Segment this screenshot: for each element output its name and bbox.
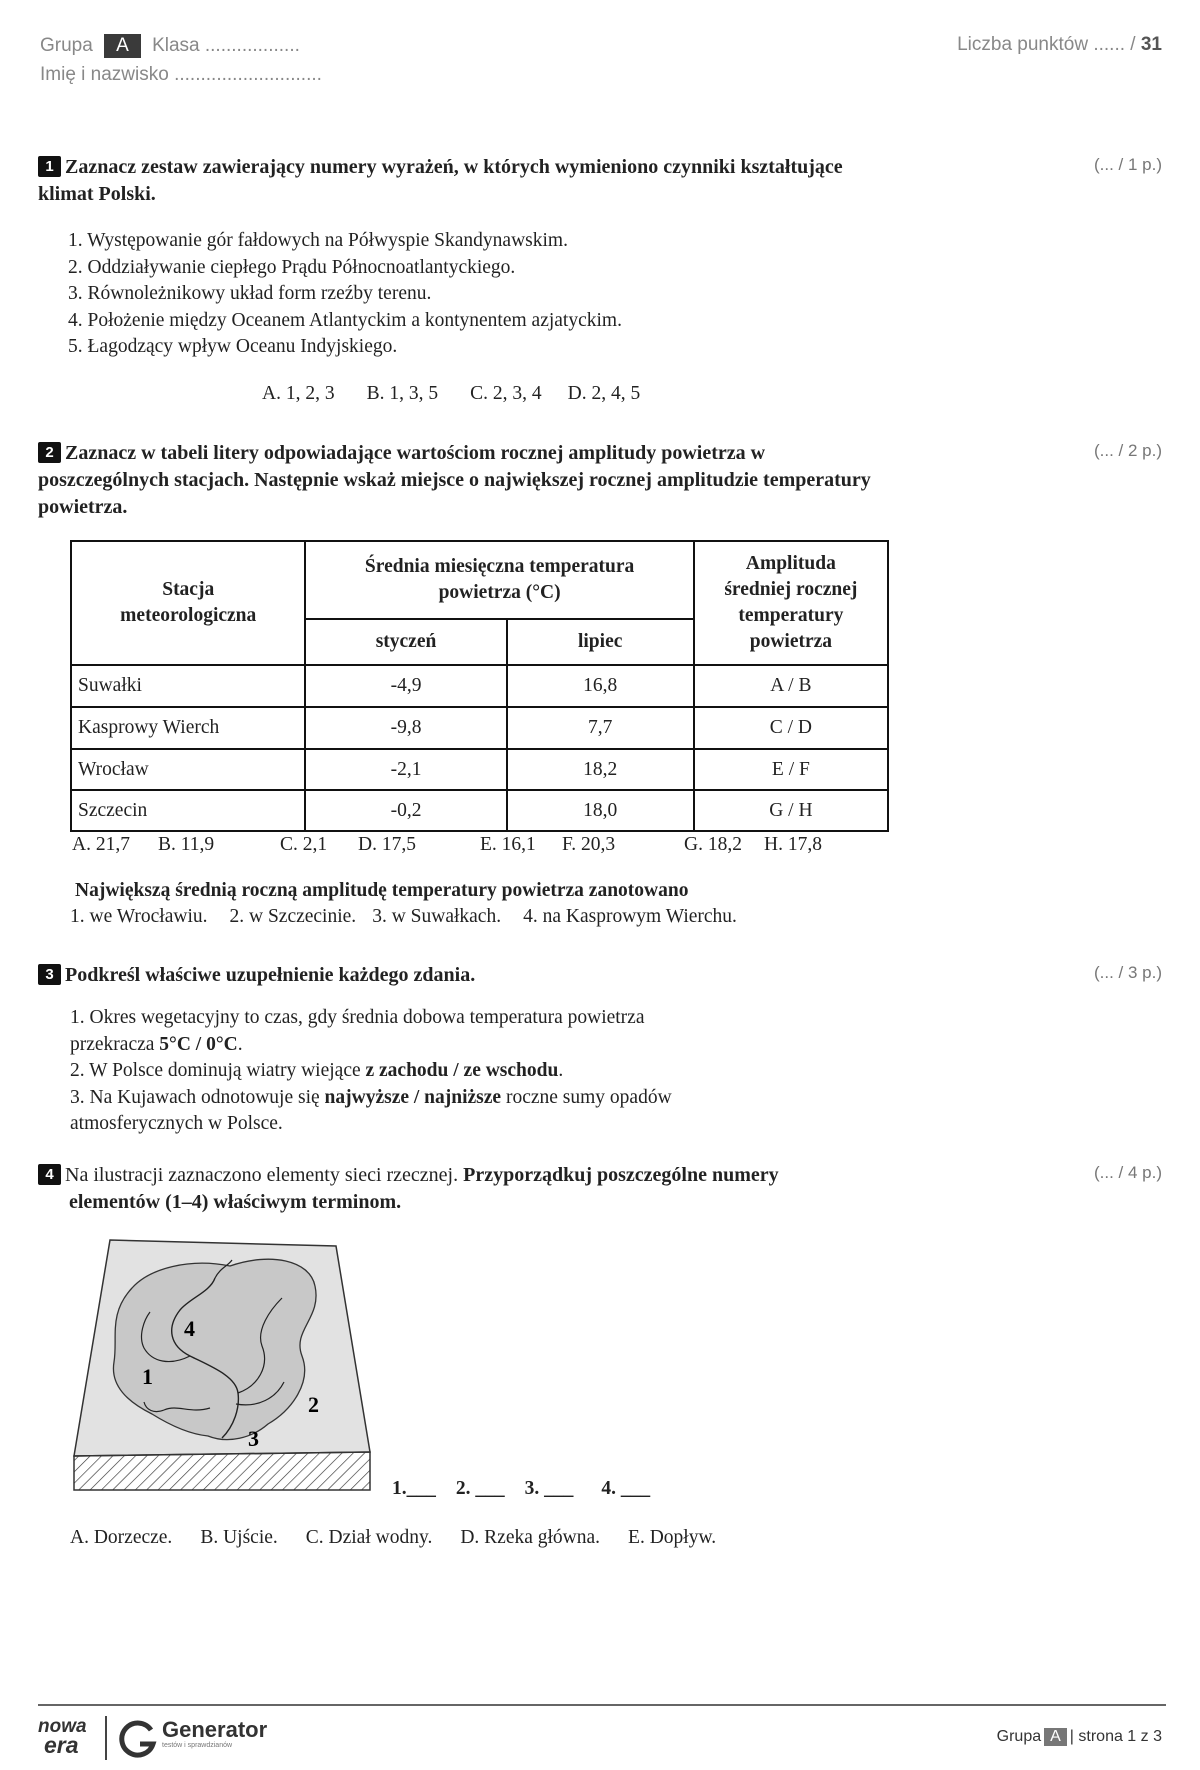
label-2: 2 [308, 1392, 319, 1417]
letter-option: A. 21,7 [72, 834, 130, 855]
question-text-bold-2: elementów (1–4) właściwym terminom. [69, 1191, 402, 1213]
list-item: 3. Równoleżnikowy układ form rzeźby terenu. [68, 283, 432, 304]
choice-2[interactable]: z zachodu / ze wschodu [365, 1060, 559, 1081]
jul-cell: 16,8 [507, 665, 694, 707]
letter-option: C. 2,1 [280, 834, 328, 855]
points-max: 31 [1140, 34, 1162, 55]
terrain-block-side [74, 1452, 370, 1490]
sub-option[interactable]: 2. w Szczecinie. [229, 906, 357, 927]
letter-option: F. 20,3 [562, 834, 616, 855]
group-label: Grupa [40, 35, 93, 56]
jul-cell: 18,2 [507, 749, 694, 790]
list-item: 1. Występowanie gór fałdowych na Półwyspie Skandynawskim. [68, 230, 568, 251]
answer-slot[interactable]: 3. ___ [524, 1478, 574, 1499]
nowa-era-logo: nowa era [38, 1716, 87, 1758]
station-cell: Kasprowy Wierch [71, 707, 305, 749]
list-item: 2. Oddziaływanie ciepłego Prądu Północnoatlantyckiego. [68, 256, 516, 278]
points-total [957, 34, 1162, 56]
question-number: 1 [38, 156, 61, 177]
answer-slot[interactable]: 2. ___ [455, 1478, 505, 1499]
sentence-2: 2. W Polsce dominują wiatry wiejące z zachodu / ze wschodu. [70, 1060, 564, 1081]
logo-separator [105, 1716, 107, 1760]
group-badge: A [104, 34, 141, 58]
term-option: E. Dopływ. [628, 1527, 717, 1548]
header-january: styczeń [305, 619, 506, 665]
sub-option[interactable]: 3. w Suwałkach. [372, 906, 502, 927]
station-cell: Szczecin [71, 790, 305, 831]
jan-cell: -4,9 [305, 665, 506, 707]
question-1 [38, 154, 898, 208]
sub-option[interactable]: 4. na Kasprowym Wierchu. [523, 906, 737, 927]
choice-1[interactable]: 5°C / 0°C [159, 1033, 238, 1055]
question-text-plain: Na ilustracji zaznaczono elementy sieci rzecznej. [65, 1164, 464, 1186]
question-2 [38, 440, 898, 521]
label-4: 4 [184, 1316, 195, 1341]
list-item: 5. Łagodzący wpływ Oceanu Indyjskiego. [68, 336, 398, 357]
option-d[interactable]: D. 2, 4, 5 [567, 383, 641, 404]
question-text: Zaznacz w tabeli litery odpowiadające wartościom rocznej amplitudy powietrza w poszczególnych stacjach. Następnie wskaż miejsce o największej rocznej amplitudzie temperatury powietrza. [38, 442, 871, 518]
footer-divider [38, 1704, 1166, 1706]
q3-sentences [70, 1005, 870, 1138]
station-cell: Wrocław [71, 749, 305, 790]
answer-slot[interactable]: 4. ___ [601, 1478, 651, 1499]
question-text-bold: Przyporządkuj poszczególne numery [463, 1164, 779, 1186]
points-q3: (... / 3 p.) [1093, 963, 1162, 982]
letter-option: H. 17,8 [764, 834, 822, 855]
table-row [71, 707, 888, 749]
question-text: Zaznacz zestaw zawierający numery wyrażeń, w których wymieniono czynniki kształtujące klimat Polski. [38, 156, 843, 205]
letter-option: E. 16,1 [480, 834, 536, 855]
choice-3[interactable]: najwyższe / najniższe [324, 1086, 502, 1108]
footer-group-badge: A [1044, 1728, 1067, 1746]
label-1: 1 [142, 1364, 153, 1389]
river-network-diagram [70, 1238, 375, 1500]
footer-group-label: Grupa [996, 1728, 1042, 1745]
q1-items [68, 228, 622, 361]
answer-slot[interactable]: 1.___ [392, 1478, 436, 1499]
class-label: Klasa .................. [152, 35, 300, 56]
table-row [71, 790, 888, 831]
generator-g-icon [118, 1720, 158, 1760]
name-label: Imię i nazwisko ............................ [40, 64, 322, 85]
amp-cell[interactable]: C / D [694, 707, 888, 749]
points-label: Liczba punktów ...... / [957, 34, 1136, 55]
term-option: D. Rzeka główna. [460, 1527, 601, 1548]
question-number: 2 [38, 442, 61, 463]
jan-cell: -9,8 [305, 707, 506, 749]
header-station: Stacja meteorologiczna [71, 541, 305, 665]
page-indicator: strona 1 z 3 [1078, 1728, 1162, 1745]
letter-option: G. 18,2 [684, 834, 742, 855]
amp-cell[interactable]: G / H [694, 790, 888, 831]
amp-cell[interactable]: A / B [694, 665, 888, 707]
option-a[interactable]: A. 1, 2, 3 [262, 383, 335, 404]
header-july: lipiec [507, 619, 694, 665]
table-row [71, 749, 888, 790]
points-q4: (... / 4 p.) [1093, 1163, 1162, 1182]
question-number: 4 [38, 1164, 61, 1185]
q4-answers [392, 1478, 650, 1500]
question-number: 3 [38, 964, 61, 985]
option-c[interactable]: C. 2, 3, 4 [470, 383, 542, 404]
header-group-line [40, 34, 300, 58]
temperature-table [70, 540, 889, 832]
station-cell: Suwałki [71, 665, 305, 707]
q4-options [70, 1525, 716, 1552]
letter-option: D. 17,5 [358, 834, 416, 855]
sentence-3a: 3. Na Kujawach odnotowuje się najwyższe / najniższe roczne sumy opadów [70, 1086, 672, 1108]
header-amplitude: Amplituda średniej rocznej temperatury powietrza [694, 541, 888, 665]
jan-cell: -0,2 [305, 790, 506, 831]
term-option: A. Dorzecze. [70, 1527, 173, 1548]
points-q2: (... / 2 p.) [1093, 441, 1162, 460]
footer-page-info: Grupa A | strona 1 z 3 [996, 1728, 1162, 1745]
sentence-3b: atmosferycznych w Polsce. [70, 1113, 283, 1134]
question-3 [38, 962, 898, 989]
term-option: B. Ujście. [200, 1527, 278, 1548]
q2-subquestion: Największą średnią roczną amplitudę temperatury powietrza zanotowano [75, 880, 689, 901]
q2-sub-options [70, 904, 970, 931]
q1-options [262, 381, 640, 408]
generator-logo: Generator testów i sprawdzianów [162, 1717, 268, 1749]
sub-option[interactable]: 1. we Wrocławiu. [70, 906, 208, 927]
sentence-1b: przekracza 5°C / 0°C. [70, 1033, 243, 1055]
amp-cell[interactable]: E / F [694, 749, 888, 790]
jul-cell: 18,0 [507, 790, 694, 831]
table-row [71, 665, 888, 707]
question-text: Podkreśl właściwe uzupełnienie każdego zdania. [65, 964, 476, 986]
label-3: 3 [248, 1426, 259, 1451]
term-option: C. Dział wodny. [305, 1527, 433, 1548]
option-b[interactable]: B. 1, 3, 5 [366, 383, 439, 404]
sentence-1a: 1. Okres wegetacyjny to czas, gdy średnia dobowa temperatura powietrza [70, 1007, 645, 1028]
question-4 [38, 1162, 898, 1216]
letter-option: B. 11,9 [158, 834, 215, 855]
list-item: 4. Położenie między Oceanem Atlantyckim a kontynentem azjatyckim. [68, 309, 622, 331]
jan-cell: -2,1 [305, 749, 506, 790]
header-mean: Średnia miesięczna temperatura powietrza (°C) [305, 541, 693, 619]
points-q1: (... / 1 p.) [1093, 155, 1162, 174]
jul-cell: 7,7 [507, 707, 694, 749]
